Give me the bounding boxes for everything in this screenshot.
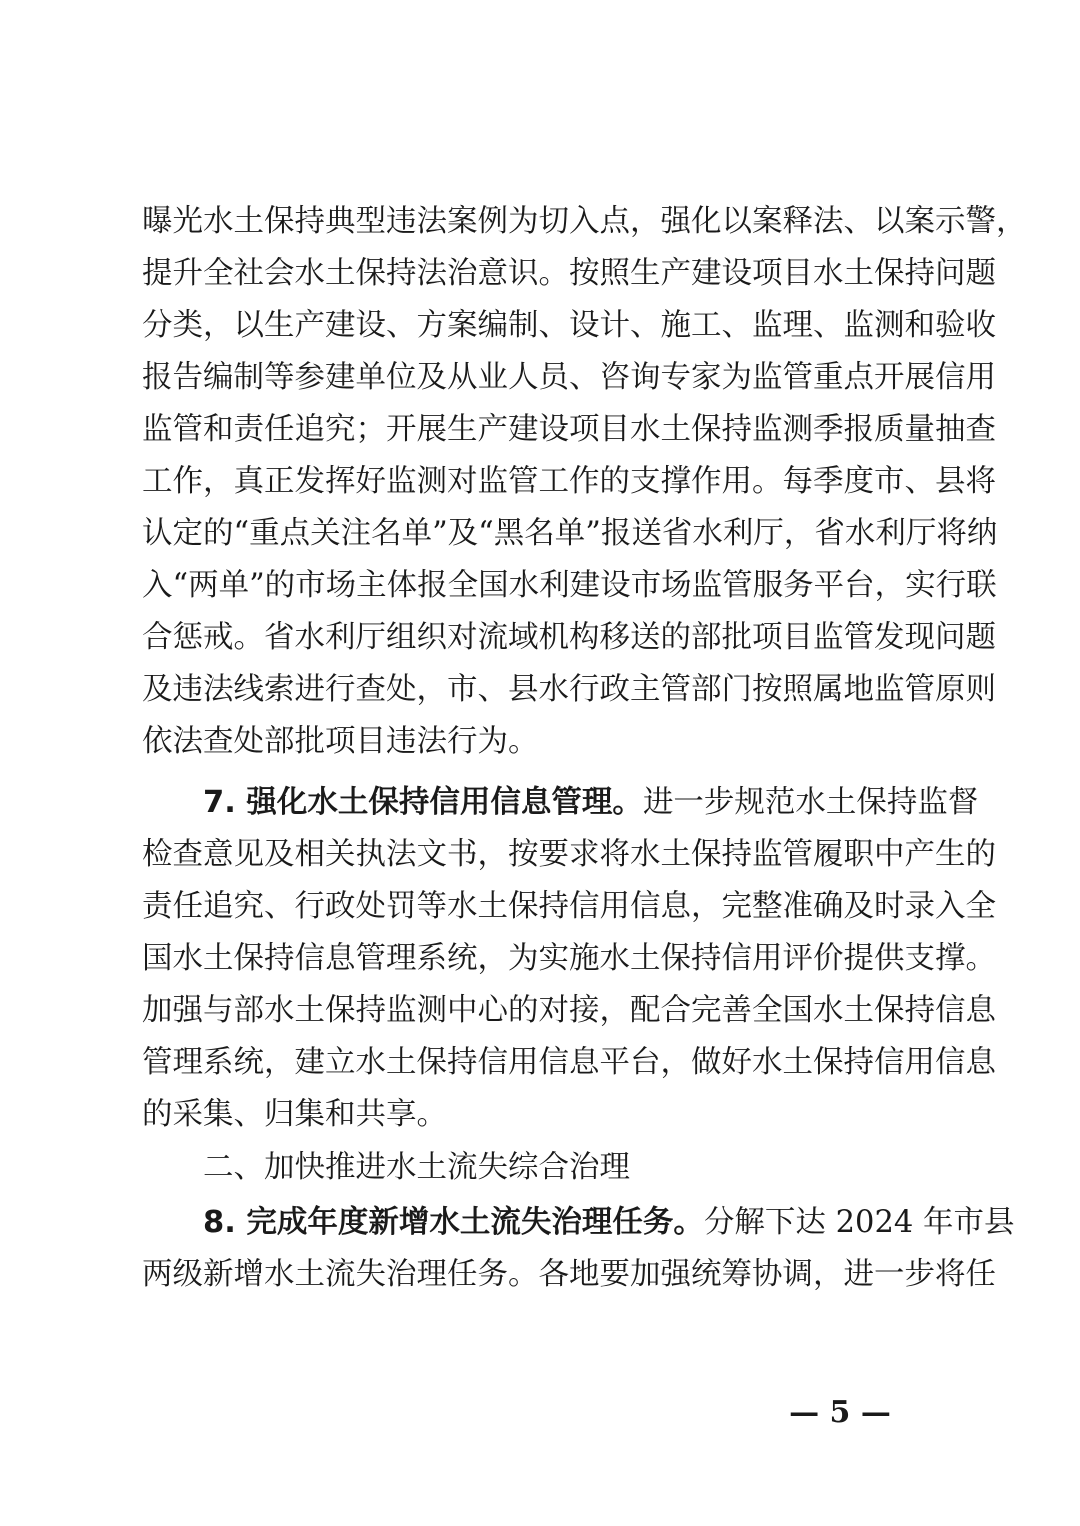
paragraph-line: 两级新增水土流失治理任务。各地要加强统筹协调，进一步将任 [142, 1257, 996, 1292]
paragraph-line: 合惩戒。省水利厅组织对流域机构移送的部批项目监管发现问题 [142, 620, 996, 655]
paragraph-line: 的采集、归集和共享。 [142, 1097, 447, 1132]
paragraph-line: 曝光水土保持典型违法案例为切入点，强化以案释法、以案示警， [142, 204, 1027, 239]
paragraph-line: 报告编制等参建单位及从业人员、咨询专家为监管重点开展信用 [142, 360, 996, 395]
item-7-first-line [142, 777, 979, 829]
paragraph-line: 提升全社会水土保持法治意识。按照生产建设项目水土保持问题 [142, 256, 996, 291]
paragraph-line: 及违法线索进行查处，市、县水行政主管部门按照属地监管原则 [142, 672, 996, 707]
paragraph-line: 依法查处部批项目违法行为。 [142, 724, 539, 759]
item-8-first-line [142, 1197, 1015, 1249]
section-heading: 二、加快推进水土流失综合治理 [203, 1150, 630, 1185]
paragraph-line: 工作，真正发挥好监测对监管工作的支撑作用。每季度市、县将 [142, 464, 996, 499]
paragraph-line: 监管和责任追究；开展生产建设项目水土保持监测季报质量抽查 [142, 412, 996, 447]
paragraph-line: 分类，以生产建设、方案编制、设计、施工、监理、监测和验收 [142, 308, 996, 343]
paragraph-line: 加强与部水土保持监测中心的对接，配合完善全国水土保持信息 [142, 993, 996, 1028]
item-8-first-line-text: 分解下达 2024 年市县 [703, 1205, 1015, 1240]
paragraph-line: 国水土保持信息管理系统，为实施水土保持信用评价提供支撑。 [142, 941, 996, 976]
paragraph-line: 检查意见及相关执法文书，按要求将水土保持监管履职中产生的 [142, 837, 996, 872]
paragraph-line: 认定的“重点关注名单”及“黑名单”报送省水利厅，省水利厅将纳 [142, 516, 998, 551]
paragraph-line: 责任追究、行政处罚等水土保持信用信息，完整准确及时录入全 [142, 889, 996, 924]
item-7-first-line-text: 进一步规范水土保持监督 [642, 785, 979, 820]
item-8-title: 8. 完成年度新增水土流失治理任务。 [203, 1205, 704, 1240]
item-7-title: 7. 强化水土保持信用信息管理。 [203, 785, 643, 820]
paragraph-line: 入“两单”的市场主体报全国水利建设市场监管服务平台，实行联 [142, 568, 997, 603]
paragraph-line: 管理系统，建立水土保持信用信息平台，做好水土保持信用信息 [142, 1045, 996, 1080]
page-number: — 5 — [789, 1395, 891, 1430]
